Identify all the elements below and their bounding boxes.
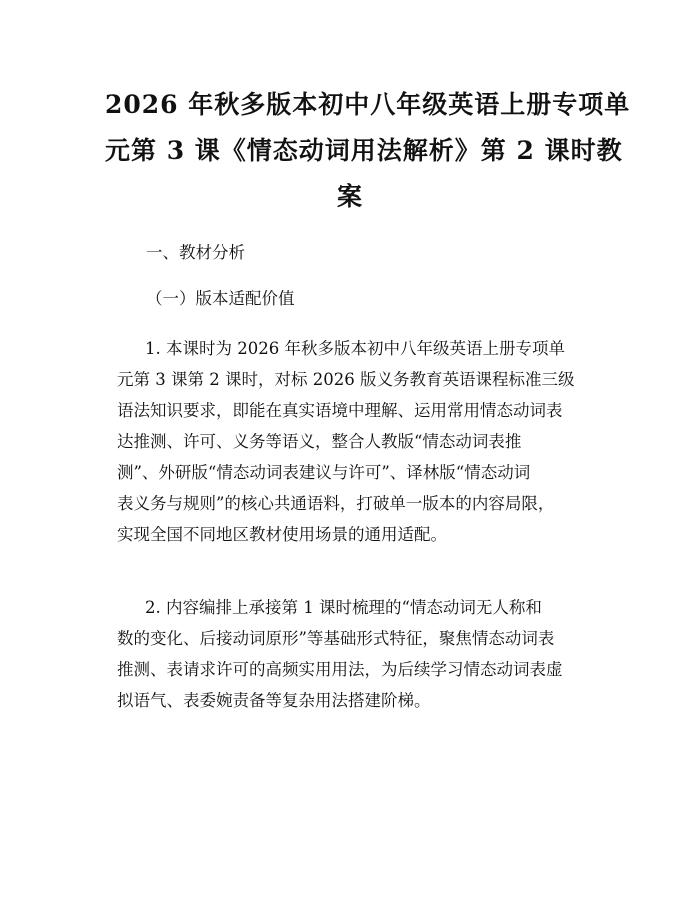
paragraph-line: 表义务与规则”的核心共通语料，打破单一版本的内容局限， — [117, 494, 555, 513]
paragraph-2 — [117, 592, 587, 716]
paragraph-line: 实现全国不同地区教材使用场景的通用适配。 — [117, 525, 447, 544]
paragraph-line: 2. 内容编排上承接第 1 课时梳理的“情态动词无人称和 — [145, 598, 542, 617]
paragraph-line: 数的变化、后接动词原形”等基础形式特征，聚焦情态动词表 — [117, 629, 555, 648]
paragraph-line: 元第 3 课第 2 课时，对标 2026 版义务教育英语课程标准三级 — [117, 370, 575, 389]
paragraph-1 — [117, 333, 587, 550]
section-heading: 一、教材分析 — [146, 243, 245, 262]
document-title — [105, 82, 631, 220]
paragraph-line: 测”、外研版“情态动词表建议与许可”、译林版“情态动词 — [117, 463, 531, 482]
title-line: 案 — [336, 182, 363, 211]
paragraph-line: 1. 本课时为 2026 年秋多版本初中八年级英语上册专项单 — [145, 339, 565, 358]
paragraph-line: 推测、表请求许可的高频实用用法，为后续学习情态动词表虚 — [117, 660, 563, 679]
paragraph-line: 拟语气、表委婉责备等复杂用法搭建阶梯。 — [117, 691, 431, 710]
paragraph-line: 达推测、许可、义务等语义，整合人教版“情态动词表推 — [117, 432, 522, 451]
title-line: 元第 3 课《情态动词用法解析》第 2 课时教 — [105, 136, 623, 165]
title-line: 2026 年秋多版本初中八年级英语上册专项单 — [105, 90, 631, 119]
paragraph-line: 语法知识要求，即能在真实语境中理解、运用常用情态动词表 — [117, 401, 563, 420]
subsection-heading: （一）版本适配价值 — [146, 289, 295, 308]
